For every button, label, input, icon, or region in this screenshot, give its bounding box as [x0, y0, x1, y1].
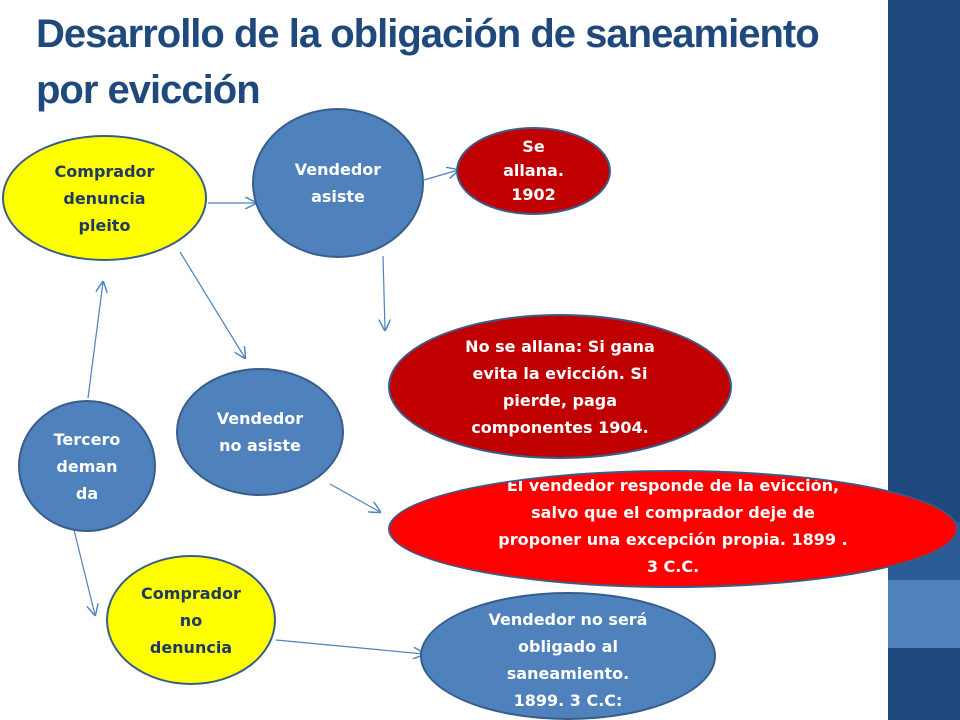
- arrow-tercero-to-denuncia: [88, 282, 103, 398]
- arrow-asiste-to-allana: [424, 170, 458, 180]
- node-vendedor-asiste: Vendedor asiste: [252, 108, 424, 258]
- node-vendedor-responde: El vendedor responde de la evicción, salvo que el comprador deje de proponer una excepción propia. 1899 . 3 C.C.: [388, 470, 958, 588]
- arrow-no-denuncia-to-no-obligado: [276, 640, 424, 654]
- node-comprador-no-denuncia: Comprador no denuncia: [106, 555, 276, 685]
- node-tercero-demanda: Tercero deman da: [18, 400, 156, 532]
- arrow-denuncia-to-no-asiste: [180, 252, 245, 358]
- arrow-asiste-to-no-allana: [383, 256, 385, 330]
- slide-title: Desarrollo de la obligación de saneamiento por evicción: [36, 12, 819, 112]
- arrow-no-asiste-to-responde: [330, 484, 380, 512]
- arrow-tercero-to-no-denuncia: [74, 530, 95, 615]
- node-no-se-allana: No se allana: Si gana evita la evicción. Si pierde, paga componentes 1904.: [388, 314, 732, 459]
- node-comprador-denuncia-pleito: Comprador denuncia pleito: [2, 135, 207, 261]
- node-se-allana: Se allana. 1902: [456, 127, 611, 215]
- node-vendedor-no-obligado: Vendedor no será obligado al saneamiento. 1899. 3 C.C:: [420, 592, 716, 720]
- node-vendedor-no-asiste: Vendedor no asiste: [176, 368, 344, 496]
